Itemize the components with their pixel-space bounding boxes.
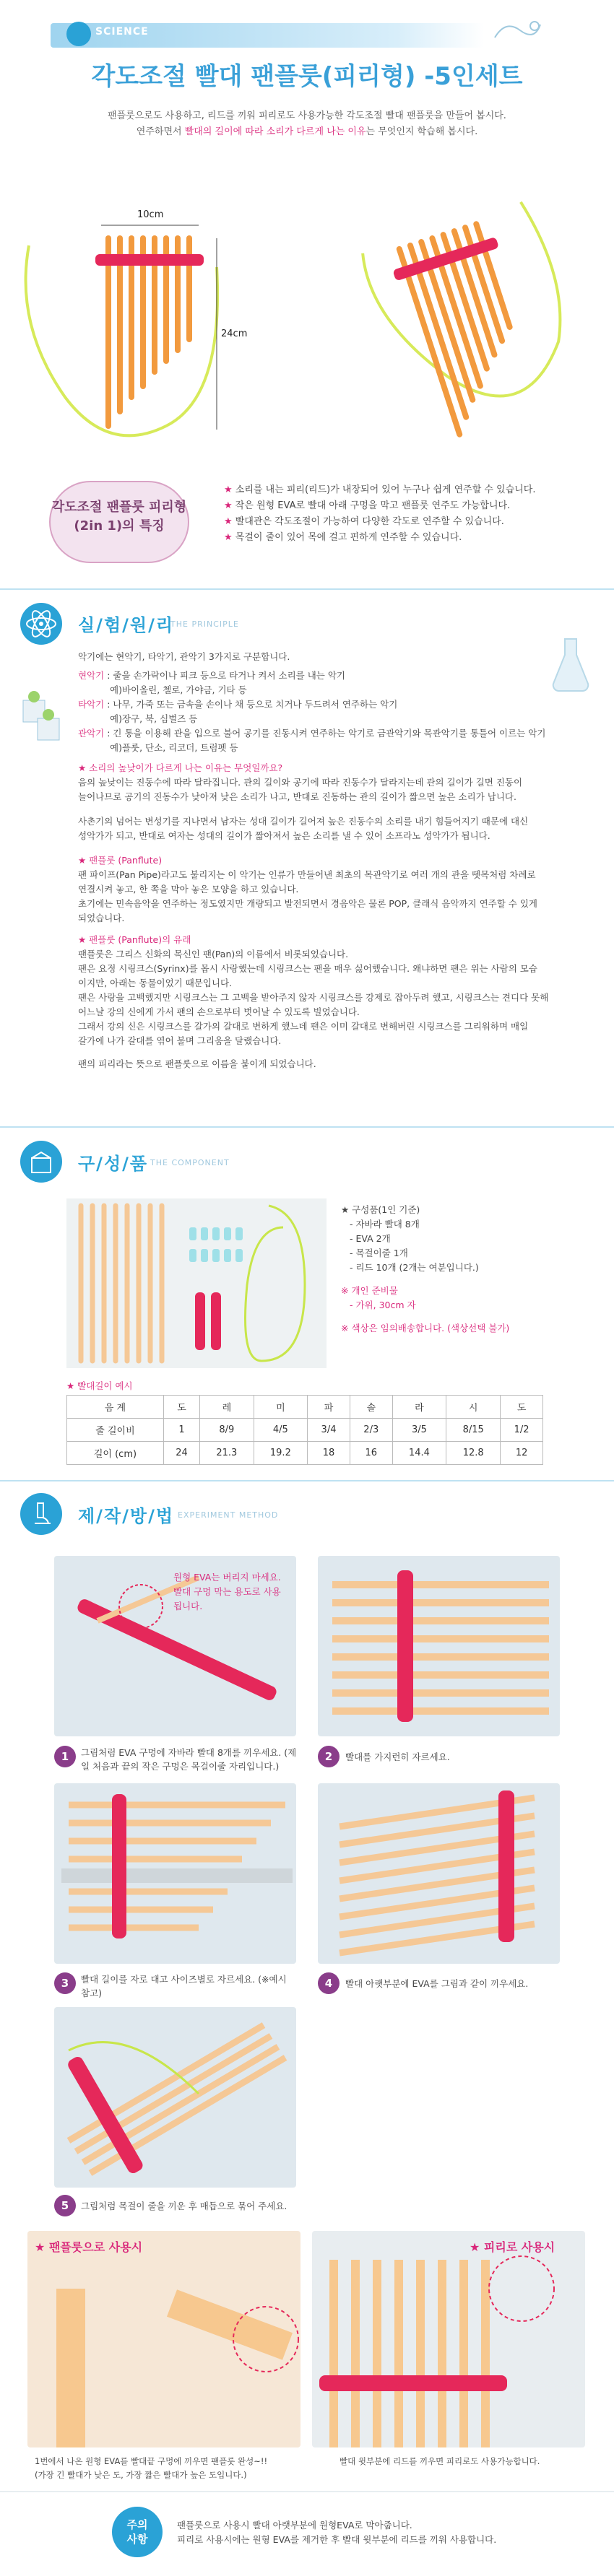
panflute-usage-caption: 1번에서 나온 원형 EVA를 빨대끝 구멍에 끼우면 팬플룻 완성~!! (가장 긴 빨대가 낮은 도, 가장 짧은 빨대가 높은 도입니다.) [35, 2456, 268, 2480]
prep-title: ※ 개인 준비물 [341, 1285, 398, 1296]
feature-item: ★ 소리를 내는 피리(리드)가 내장되어 있어 누구나 쉽게 연주할 수 있습니다. [224, 484, 536, 495]
feature-badge-line-1: 각도조절 팬플룻 피리형 [51, 500, 187, 515]
feature-item: ★ 목걸이 줄이 있어 목에 걸고 편하게 연주할 수 있습니다. [224, 532, 462, 543]
feature-item: ★ 빨대관은 각도조절이 가능하여 다양한 각도로 연주할 수 있습니다. [224, 516, 504, 527]
product-photos [0, 180, 614, 469]
star-icon: ★ [224, 484, 235, 495]
caution-line-1: 팬플룻으로 사용시 빨대 아랫부분에 원형EVA로 막아줍니다. [177, 2520, 412, 2531]
step-2-image [318, 1556, 560, 1736]
feature-list [224, 482, 535, 546]
step-5-caption: 그림처럼 목걸이 줄을 끼운 후 매듭으로 묶어 주세요. [81, 2201, 287, 2211]
pipe-usage-caption: 빨대 윗부분에 리드를 끼우면 피리로도 사용가능합니다. [340, 2456, 540, 2466]
def-label: 타악기 [78, 699, 105, 710]
intro-line-2-a: 연주하면서 [136, 126, 185, 137]
doodle-icon [491, 16, 542, 45]
principle-p1: 악기에는 현악기, 타악기, 관악기 3가지로 구분합니다. [78, 651, 290, 662]
feature-item: ★ 작은 원형 EVA로 빨대 아래 구멍을 막고 팬플룻 연주도 가능합니다. [224, 500, 511, 511]
components-photo [66, 1198, 327, 1368]
component-box-icon [20, 1141, 62, 1183]
color-note: ※ 색상은 임의배송합니다. (색상선택 불가) [341, 1323, 510, 1333]
star-icon: ★ [224, 516, 235, 527]
def-label: 현악기 [78, 670, 105, 681]
method-microscope-icon [20, 1493, 62, 1535]
header [0, 0, 614, 180]
table-row: 음 계 도 레 미 파 솔 라 시 도 [67, 1396, 543, 1419]
question-1: ★ 소리의 높낮이가 다르게 나는 이유는 무엇일까요? [78, 762, 283, 773]
caution-label-1: 주의 [126, 2518, 148, 2531]
intro-line-2 [0, 124, 614, 140]
dimension-width: 10cm [137, 209, 164, 220]
step-4-caption: 빨대 아랫부분에 EVA를 그림과 같이 끼우세요. [345, 1978, 529, 1989]
pipe-usage-image [312, 2231, 585, 2447]
table-row: 길이 (cm) 24 21.3 19.2 18 16 14.4 12.8 12 [67, 1442, 543, 1465]
step-3-number: 3 [54, 1972, 76, 1994]
section-divider [0, 1480, 614, 1481]
intro-line-1: 팬플룻으로도 사용하고, 리드를 끼워 피리로도 사용가능한 각도조절 빨대 팬플룻을 만들어 봅시다. [108, 110, 506, 121]
principle-body: 악기에는 현악기, 타악기, 관악기 3가지로 구분합니다. 현악기 : 줄을 손가락이나 피크 등으로 타거나 켜서 소리를 내는 악기 예)바이올린, 첼로, 가야금, 기타 등 타악기 : 나무, 가죽 또는 금속을 손이나 채 등으로 치거나 두드려서 연주하는 악기 예)장구, 북, 심벌즈 등 관악기 : 긴 통을 이용해 관을 입으로 불어 공기를 진동시켜 연주하는 악기로 금관악기와 목관악기를 통틀어 이르는 악기 예)플룻, 단소, 리코더, 트럼펫 등 ★ 소리의 높낮이가 다르게 나는 이유는 무엇일까요? 음의 높낮이는 진동수에 따라 달라집니다. 관의 길이와 공기에 따라 진동수가 달라지는데 관의 길이가 길면 진동이 늘어나므로 공기의 진동수가 낮아져 낮은 소리가 나고, 반대로 진동하는 관의 길이가 짧으면 높은 소리가 납니다. 사촌기의 넘어는 변성기를 지나면서 남자는 성대 길이가 길어져 높은 진동수의 소리를 내기 힘들어지기 때문에 대신 성악가가 되고, 반대로 여자는 성대의 길이가 짧아져서 높은 소리를 낼 수 있어 소프라노 성악가가 됩니다. ★ 팬플룻 (Panflute) 팬 파이프(Pan Pipe)라고도 불리지는 이 악기는 인류가 만들어낸 최초의 목관악기로 여러 개의 관을 뗏목처럼 차례로 연결시켜 놓고, 한 쪽을 막아 놓은 모양을 하고 있습니다. 초기에는 민속음악을 연주하는 정도였지만 개량되고 발전되면서 경음악은 물론 POP, 클래식 음악까지 연주할 수 있게 되었습니다. ★ 팬플룻 (Panflute)의 유래 팬플룻은 그리스 신화의 목신인 팬(Pan)의 이름에서 비롯되었습니다. 팬은 요정 시링크스(Syrinx)를 몹시 사랑했는데 시링크스는 팬을 매우 싫어했습니다. 왜냐하면 팬은 위는 사람의 모습 이지만, 아래는 동물이었기 때문입니다. 팬은 사랑을 고백했지만 시링크스는 그 고백을 받아주지 않자 시링크스를 강제로 잡아두려 했고, 시링크스는 견디다 못해 어느날 강의 신에게 가서 팬의 손으로부터 벗어날 수 있도록 빌었습니다. 그래서 강의 신은 시링크스를 갈가의 갈대로 변하게 했느데 팬은 이미 갈대로 변해버린 시링크스를 그리워하며 매일 갈가에 나가 갈대를 엮어 불며 그리움을 달랬습니다. 팬의 피리라는 뜻으로 팬플룻으로 이름을 붙이게 되었습니다. [78, 650, 569, 1071]
component-subtitle: THE COMPONENT [150, 1158, 230, 1167]
page-title: 각도조절 빨대 팬플룻(피리형) -5인세트 [91, 62, 523, 91]
caution-line-2: 피리로 사용시에는 원형 EVA를 제거한 후 빨대 윗부분에 리드를 끼워 사용합니다. [177, 2534, 497, 2545]
step-3-caption: 빨대 길이를 자로 대고 사이즈별로 자르세요. (※예시 참고) [81, 1974, 287, 1998]
panflute-usage-image [27, 2231, 300, 2447]
method-title: 제/작/방/법 [78, 1506, 175, 1526]
component-title: 구/성/품 [78, 1154, 149, 1174]
star-icon: ★ [224, 500, 235, 511]
feature-badge-title [49, 498, 189, 536]
panflute-usage-label: ★ 팬플룻으로 사용시 [35, 2240, 143, 2254]
pipe-usage-label: ★ 피리로 사용시 [470, 2240, 555, 2254]
step-2-number: 2 [318, 1746, 340, 1767]
intro-highlight: 빨대의 길이에 따라 소리가 다르게 나는 이유 [184, 126, 366, 137]
table-title: ★ 빨대길이 예시 [66, 1380, 133, 1391]
science-badge: SCIENCE [95, 26, 149, 38]
component-list-title: ★ 구성품(1인 기준) [341, 1204, 420, 1215]
intro-line-2-b: 는 무엇인지 학습해 봅시다. [366, 126, 478, 137]
cube-illustration [16, 686, 66, 751]
panflute-left-image [26, 238, 218, 435]
panflute-photo [0, 180, 614, 469]
straw-length-table [66, 1395, 543, 1465]
step-1-callout: 원형 EVA는 버리지 마세요. 빨대 구멍 막는 용도로 사용됩니다. [173, 1572, 281, 1611]
step-1-number: 1 [54, 1746, 76, 1767]
step-3-image [54, 1783, 296, 1964]
principle-title: 실/험/원/리 [78, 615, 175, 635]
step-1-caption: 그림처럼 EVA 구멍에 자바라 빨대 8개를 끼우세요. (제일 처음과 끝의 작은 구멍은 목걸이줄 자리입니다.) [81, 1747, 297, 1772]
panflute-right-image [360, 199, 592, 447]
star-icon: ★ [224, 532, 235, 543]
caution-text [177, 2518, 581, 2547]
intro-text [0, 108, 614, 140]
step-5-number: 5 [54, 2195, 76, 2216]
science-icon [66, 22, 91, 46]
section-divider [0, 1126, 614, 1128]
principle-atom-icon [20, 603, 62, 645]
section-divider [0, 2491, 614, 2492]
table-row: 줄 길이비 1 8/9 4/5 3/4 2/3 3/5 8/15 1/2 [67, 1419, 543, 1442]
question-2: ★ 팬플룻 (Panflute) [78, 855, 163, 866]
prep-items: - 가위, 30cm 자 [350, 1300, 416, 1310]
method-subtitle: EXPERIMENT METHOD [178, 1510, 279, 1520]
caution-badge [112, 2507, 163, 2557]
question-3: ★ 팬플룻 (Panflute)의 유래 [78, 934, 191, 945]
step-5-image [54, 2007, 296, 2188]
step-2-caption: 빨대를 가지런히 자르세요. [345, 1752, 450, 1762]
step-4-image [318, 1783, 560, 1964]
caution-label-2: 사항 [126, 2533, 148, 2546]
def-label: 관악기 [78, 728, 105, 739]
feature-badge-line-2: (2in 1)의 특징 [74, 518, 165, 534]
principle-subtitle: THE PRINCIPLE [170, 619, 239, 629]
section-divider [0, 588, 614, 590]
step-4-number: 4 [318, 1972, 340, 1994]
component-list: ★ 구성품(1인 기준) - 자바라 빨대 8개 - EVA 2개 - 목걸이줄 1개 - 리드 10개 (2개는 여분입니다.) ※ 개인 준비물 - 가위, 30cm 자 ※ 색상은 임의배송합니다. (색상선택 불가) [341, 1203, 509, 1336]
dimension-height: 24cm [221, 328, 248, 339]
